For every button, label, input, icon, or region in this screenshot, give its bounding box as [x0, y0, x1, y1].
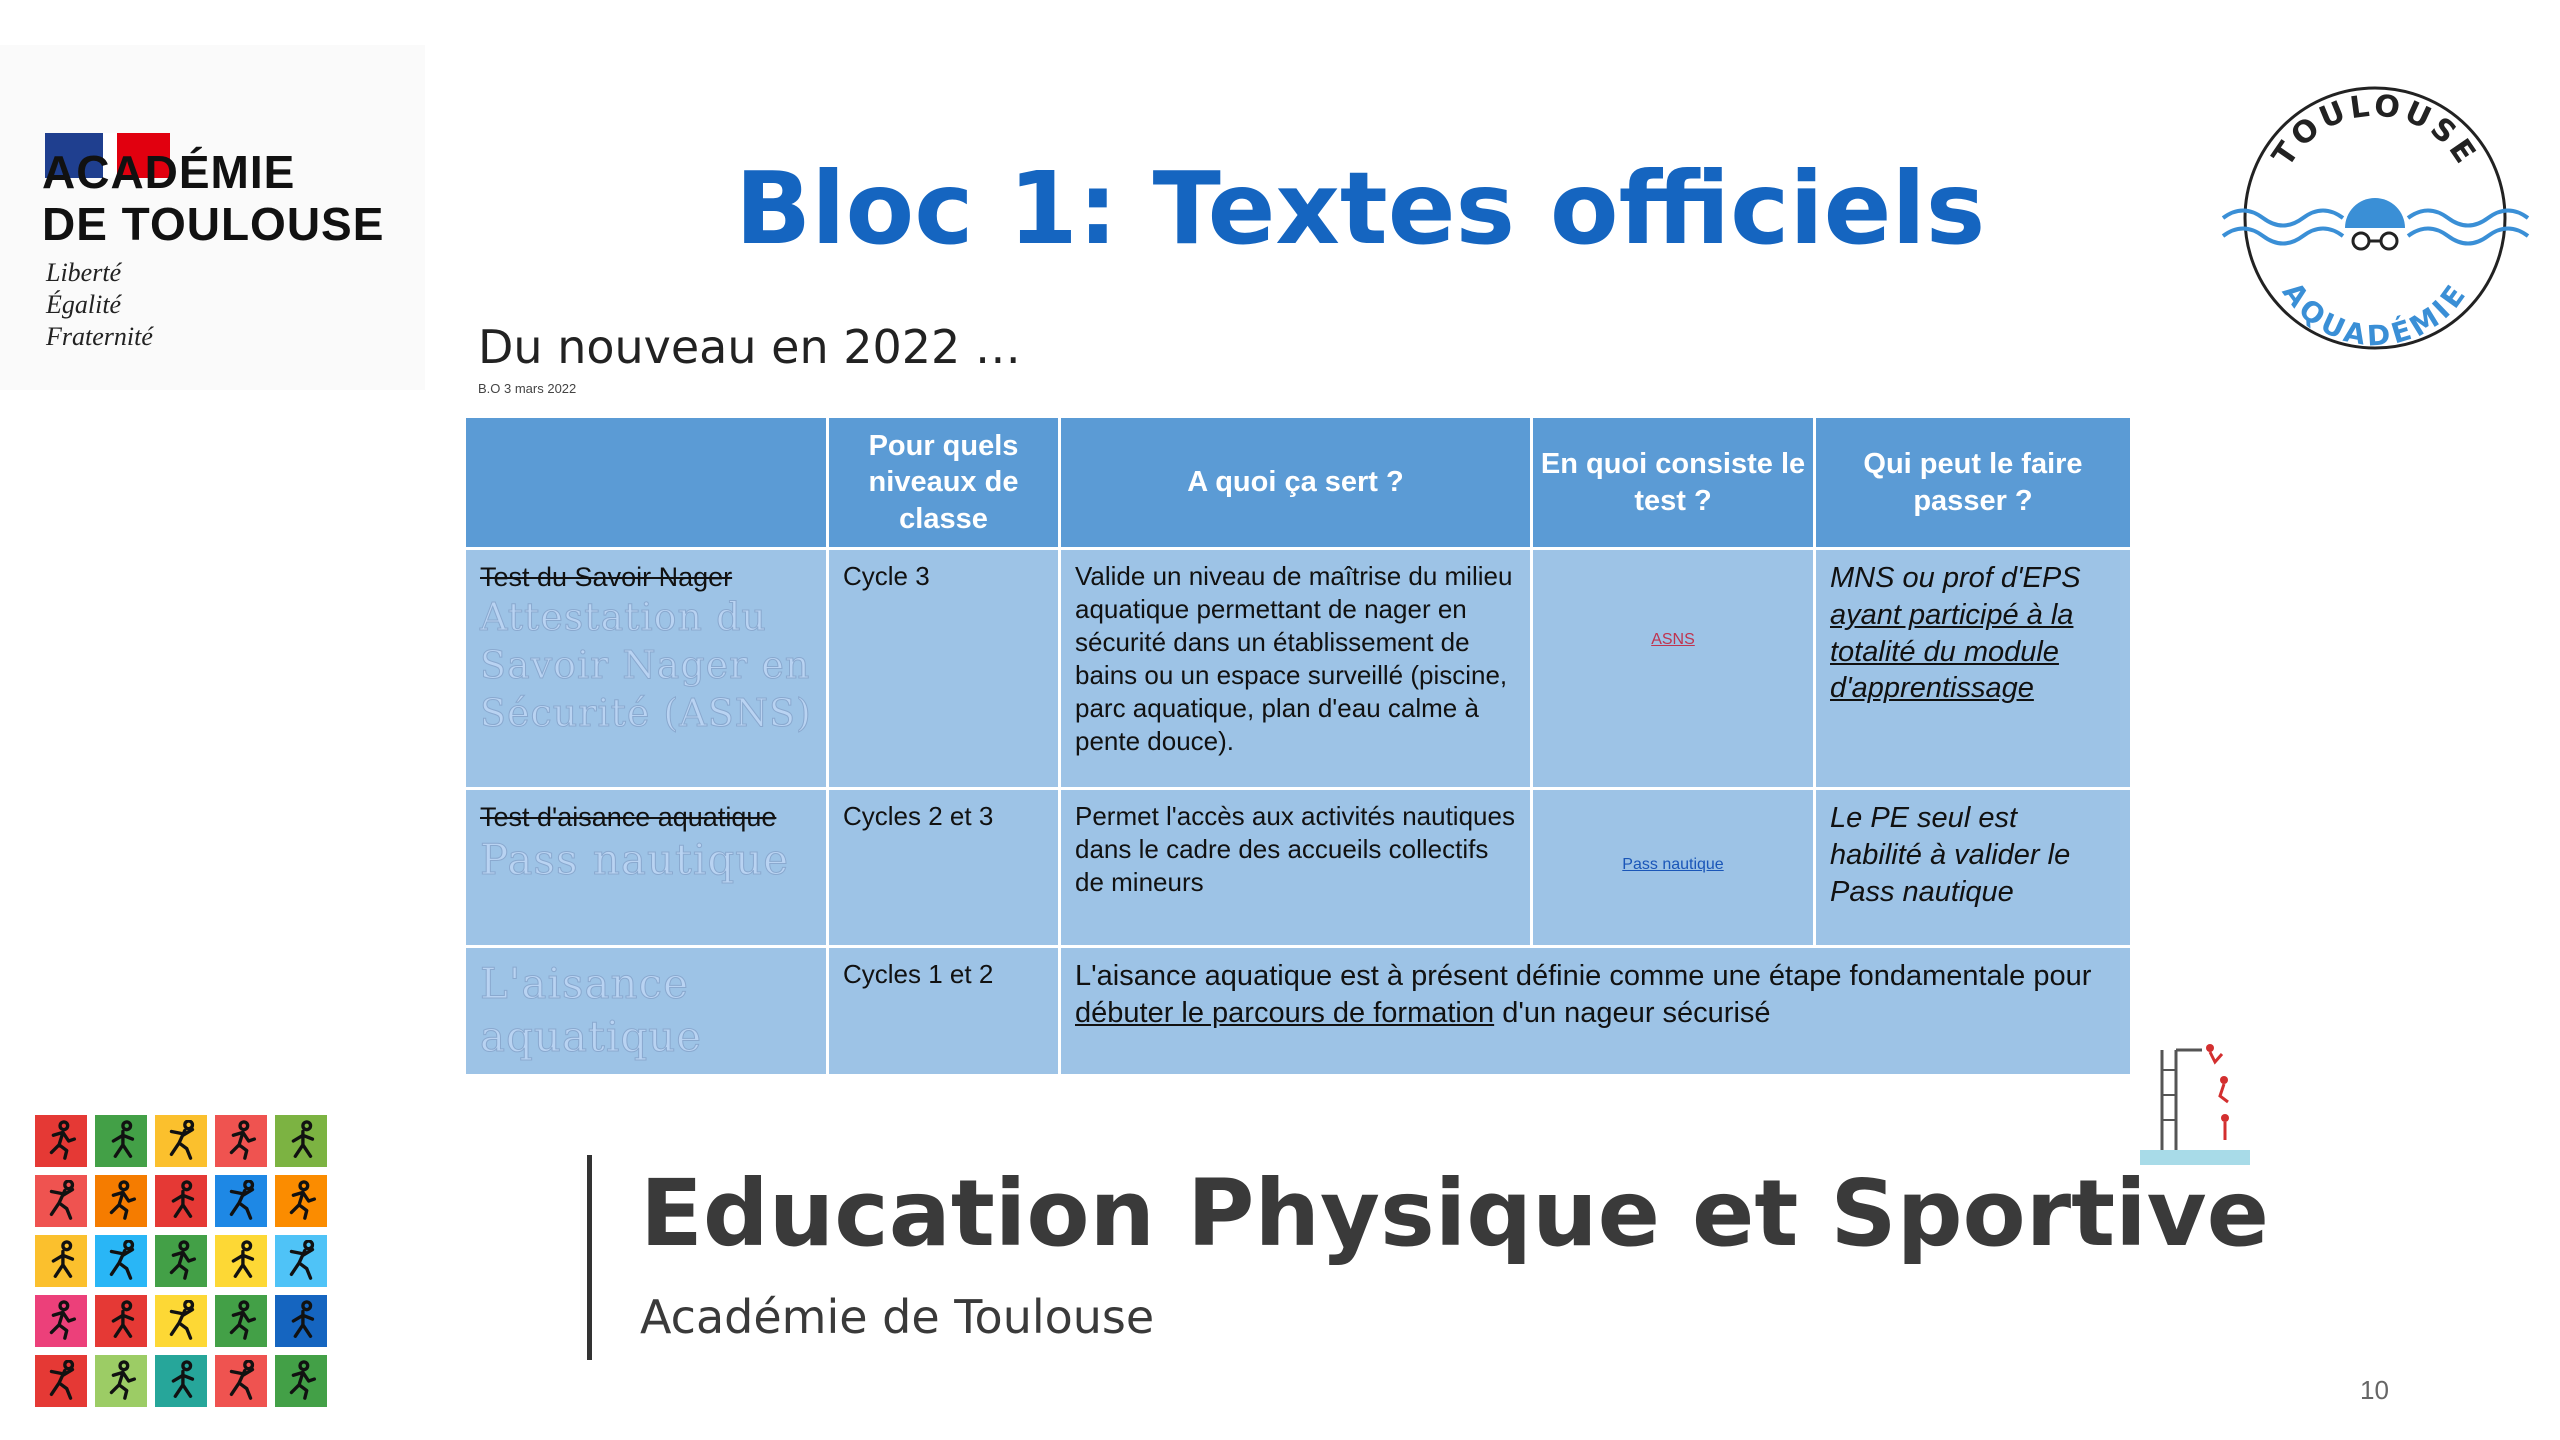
- sport-pictogram-icon: [155, 1355, 207, 1407]
- who-cell: [1815, 789, 2132, 947]
- table-row: [465, 947, 2132, 1076]
- sport-pictogram-icon: [95, 1175, 147, 1227]
- sport-pictogram-icon: [275, 1235, 327, 1287]
- table-row: [465, 549, 2132, 789]
- table-header-cell: Qui peut le faire passer ?: [1815, 417, 2132, 549]
- who-text: Le PE seul est habilité à valider le Pass nautique: [1830, 802, 2071, 908]
- table-row: [465, 789, 2132, 947]
- sport-pictogram-icon: [275, 1355, 327, 1407]
- official-texts-table: [463, 415, 2133, 1077]
- logo-line-2: DE TOULOUSE: [42, 198, 385, 250]
- sport-pictogram-icon: [215, 1295, 267, 1347]
- slide-subtitle: Du nouveau en 2022 …: [478, 320, 1021, 374]
- sport-pictogram-icon: [155, 1115, 207, 1167]
- logo-motto-2: Égalité: [46, 290, 122, 319]
- bo-reference: B.O 3 mars 2022: [478, 381, 577, 396]
- sport-pictogram-icon: [275, 1115, 327, 1167]
- sport-pictogram-icon: [95, 1115, 147, 1167]
- who-prefix: MNS ou prof d'EPS: [1830, 562, 2081, 594]
- sport-pictogram-icon: [35, 1175, 87, 1227]
- svg-text:TOULOUSE: [2266, 88, 2484, 173]
- new-name: L'aisance aquatique: [480, 959, 703, 1061]
- levels-cell: Cycle 3: [828, 549, 1060, 789]
- purpose-text-2: d'un nageur sécurisé: [1494, 996, 1771, 1029]
- sport-pictogram-icon: [215, 1115, 267, 1167]
- sport-pictogram-icon: [275, 1295, 327, 1347]
- who-underlined: ayant participé à la totalité du module d'apprentissage: [1830, 598, 2074, 705]
- logo-motto-1: Liberté: [46, 258, 122, 287]
- old-name: Test du Savoir Nager: [480, 562, 733, 592]
- old-name: Test d'aisance aquatique: [480, 802, 777, 832]
- levels-cell: Cycles 2 et 3: [828, 789, 1060, 947]
- diving-tower-icon: [2140, 1040, 2250, 1165]
- sport-pictogram-icon: [155, 1295, 207, 1347]
- footer-subtitle: Académie de Toulouse: [640, 1290, 1155, 1344]
- table-header-cell: Pour quels niveaux de classe: [828, 417, 1060, 549]
- sport-pictogram-icon: [35, 1115, 87, 1167]
- sport-pictograms-grid: [35, 1115, 333, 1407]
- sport-pictogram-icon: [215, 1235, 267, 1287]
- table-header-row: [465, 417, 2132, 549]
- new-name: Attestation du Savoir Nager en Sécurité (ASNS): [480, 595, 812, 736]
- asns-link[interactable]: ASNS: [1651, 631, 1695, 648]
- sport-pictogram-icon: [95, 1295, 147, 1347]
- table-header-cell: [465, 417, 828, 549]
- logo-motto-3: Fraternité: [46, 322, 153, 351]
- badge-top-text: TOULOUSE: [2265, 88, 2485, 173]
- sport-pictogram-icon: [215, 1355, 267, 1407]
- table-header-cell: En quoi consiste le test ?: [1532, 417, 1815, 549]
- sport-pictogram-icon: [95, 1355, 147, 1407]
- purpose-text-1: L'aisance aquatique est à présent définie comme une étape fondamentale pour: [1075, 960, 2092, 992]
- slide-title: Bloc 1: Textes officiels: [735, 150, 1986, 267]
- sport-pictogram-icon: [275, 1175, 327, 1227]
- name-cell: [465, 549, 828, 789]
- parcours-link[interactable]: débuter le parcours de formation: [1075, 996, 1495, 1029]
- purpose-cell: Permet l'accès aux activités nautiques dans le cadre des accueils collectifs de mineurs: [1060, 789, 1532, 947]
- badge-bottom-text: AQUADÉMIE: [2275, 275, 2475, 353]
- svg-text:AQUADÉMIE: [2276, 276, 2474, 353]
- sport-pictogram-icon: [35, 1355, 87, 1407]
- table-header-cell: A quoi ça sert ?: [1060, 417, 1532, 549]
- new-name: Pass nautique: [480, 835, 790, 885]
- aquademie-badge-icon: [2218, 78, 2533, 368]
- sport-pictogram-icon: [155, 1175, 207, 1227]
- footer-title: Education Physique et Sportive: [640, 1160, 2270, 1267]
- purpose-cell: [1060, 947, 2132, 1076]
- pass-nautique-link[interactable]: Pass nautique: [1622, 856, 1724, 873]
- sport-pictogram-icon: [35, 1235, 87, 1287]
- name-cell: [465, 789, 828, 947]
- page-number: 10: [2360, 1375, 2389, 1405]
- sport-pictogram-icon: [95, 1235, 147, 1287]
- academie-logo: [0, 45, 425, 390]
- levels-cell: Cycles 1 et 2: [828, 947, 1060, 1076]
- who-cell: [1815, 549, 2132, 789]
- test-cell: [1532, 549, 1815, 789]
- footer-divider: [587, 1155, 592, 1360]
- logo-line-1: ACADÉMIE: [42, 146, 296, 198]
- sport-pictogram-icon: [215, 1175, 267, 1227]
- sport-pictogram-icon: [35, 1295, 87, 1347]
- test-cell: [1532, 789, 1815, 947]
- sport-pictogram-icon: [155, 1235, 207, 1287]
- name-cell: [465, 947, 828, 1076]
- purpose-cell: Valide un niveau de maîtrise du milieu aquatique permettant de nager en sécurité dans un établissement de bains ou un espace surveillé (piscine, parc aquatique, plan d'eau calme à pente douce).: [1060, 549, 1532, 789]
